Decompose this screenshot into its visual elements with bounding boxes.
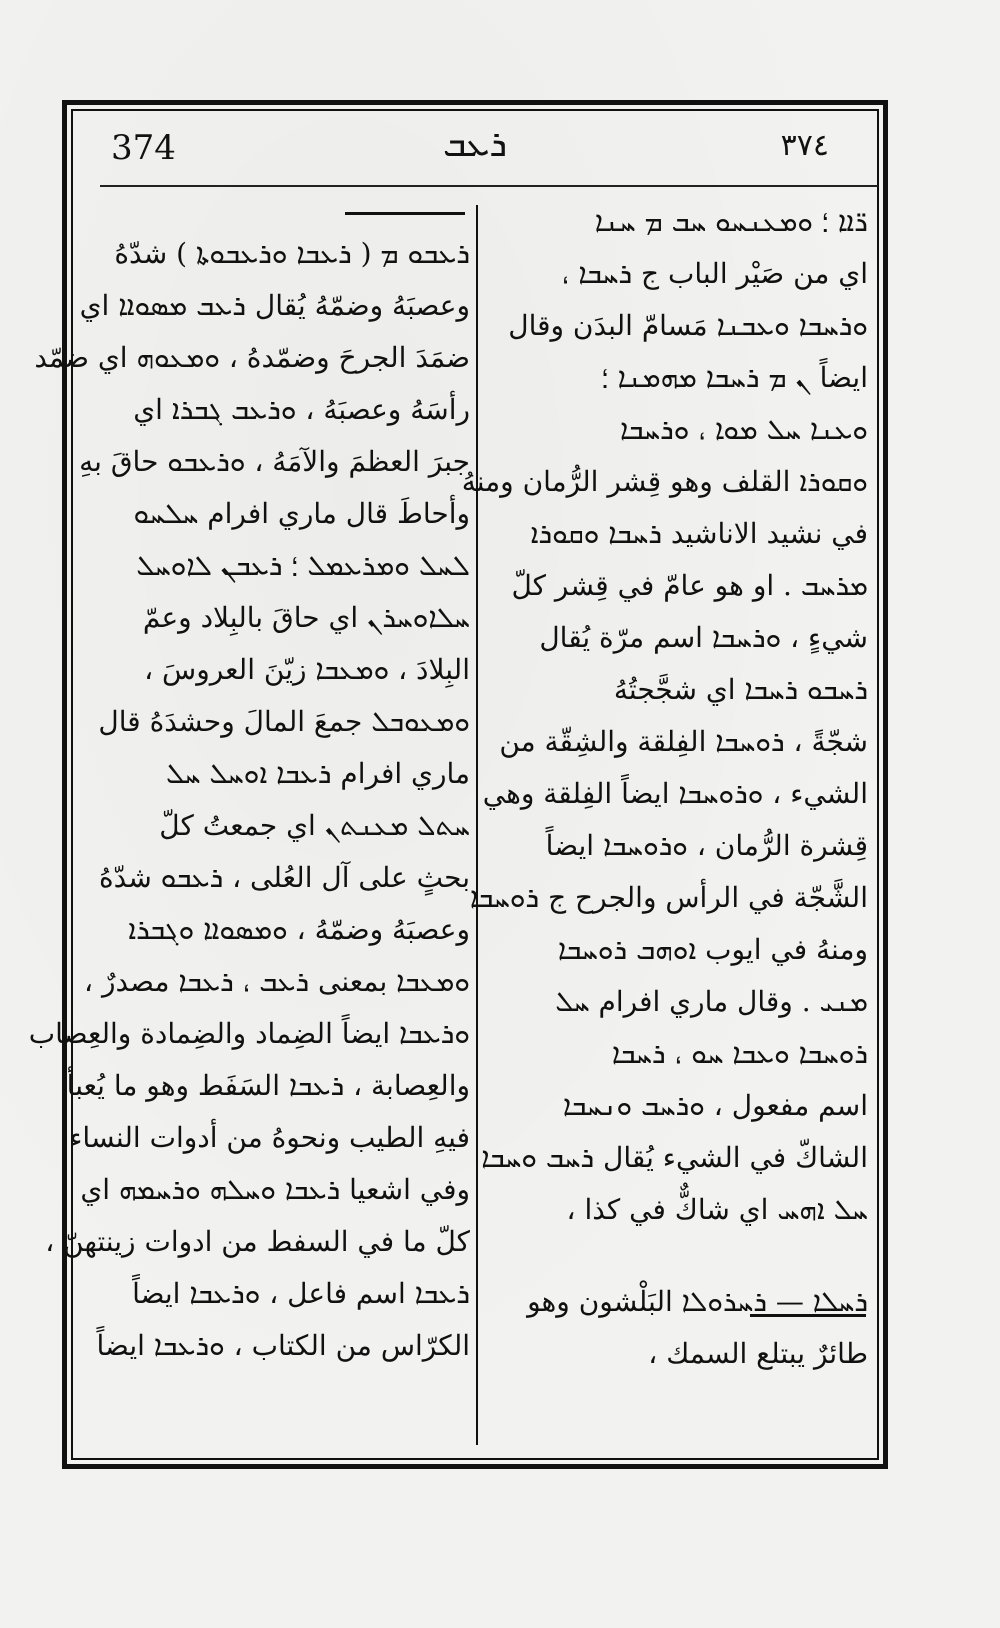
text-line: ܪ̈ܐܐ ؛ ܘܡܥܢܚܘ ܚܒ ܡ ܚܢܐ	[594, 205, 868, 238]
entry-separator-rule	[345, 212, 465, 215]
text-line: ܚܠܐܘܚܪܢ اي حاقَ بالبِلاد وعمّ	[142, 601, 470, 634]
text-line: ܘܡܥܘܒܠ جمعَ المالَ وحشدَهُ قال	[98, 705, 470, 738]
left-column	[28, 228, 470, 1372]
text-line: بحثٍ على آل العُلى ، ܪܥܒܘ شدّهُ	[98, 861, 470, 894]
text-line: ܡܪܚܒ . او هو عامّ في قِشر كلّ	[511, 569, 868, 602]
text-line: الشاكّ في الشيء يُقال ܪܚܒ ܘܚܒܐ	[481, 1141, 868, 1174]
text-line: ومنهُ في ايوب ܐܘܗܒ ܪܘܚܒܐ	[557, 933, 868, 966]
right-column	[461, 196, 868, 1380]
text-line: البِلادَ ، ܘܡܥܒܐ زيّنَ العروسَ ،	[144, 653, 470, 686]
text-line: ܘܡܥܒܐ بمعنى ܪܥܒ ، ܪܥܒܐ مصدرٌ ،	[84, 965, 470, 998]
text-line: ܪܚܒܘ ܪܚܒܐ اي شجَّجتُهُ	[613, 673, 868, 706]
text-line: ايضاً ܢ ܡ ܪܚܒܐ ܡܗܡܢܐ ؛	[601, 361, 868, 394]
text-line: ܘܩܘܪܐ القلف وهو قِشر الرُّمان ومنهُ	[461, 465, 868, 498]
page-header	[71, 118, 879, 188]
text-line: ܠܚܠ ܘܡܪܥܡܠ ؛ ܪܥܒܢ ܠܐܘܚܠ	[136, 549, 470, 582]
text-line: ܚܬܠ ܡܥܢܬܢ اي جمعتُ كلّ	[159, 809, 470, 842]
text-line: ܘܪܥܒܐ ايضاً الضِماد والضِمادة والعِصاب	[28, 1017, 470, 1050]
text-line: شيءٍ ، ܘܪܚܒܐ اسم مرّة يُقال	[539, 621, 868, 654]
text-line: وعصبَهُ وضمّهُ ، ܘܡܣܘܐܐ ܘܓܒܪܐ	[128, 913, 470, 946]
text-line: ܘܪܚܒܐ ܘܥܒܢܐ مَسامّ البدَن وقال	[508, 309, 868, 342]
entry-headword-line: ܪܚܠܐ — ܪܚܪܘܠܐ البَلْشون وهو	[527, 1285, 868, 1318]
text-line: شجّةً ، ܪܘܚܒܐ الفِلقة والشِقّة من	[499, 725, 868, 758]
text-line: طائرٌ يبتلع السمك ،	[648, 1337, 868, 1370]
text-line: اسم مفعول ، ܘܪܚܒ ܘܢܚܒܐ	[562, 1089, 868, 1122]
text-line: قِشرة الرُّمان ، ܘܪܘܚܒܐ ايضاً	[545, 829, 868, 862]
text-line: ضمَدَ الجرحَ وضمّدهُ ، ܘܡܥܘܗ اي ضمّد	[34, 341, 470, 374]
text-line: جبرَ العظمَ والآمَهُ ، ܘܪܥܒܘ حاقَ بهِ	[79, 445, 470, 478]
text-line: كلّ ما في السفط من ادوات زينتهنّ ،	[45, 1225, 470, 1258]
running-head: ܪܥܒ	[442, 124, 508, 165]
text-line: ܪܥܒܐ اسم فاعل ، ܘܪܥܒܐ ايضاً	[132, 1277, 470, 1310]
text-line: ܪܘܚܒܐ ܘܥܒܐ ܚܘ ، ܪܚܒܐ	[611, 1037, 868, 1070]
entry-headword-line: ܪܥܒܘ ܡ ( ܪܥܒܐ ܘܪܥܒܘܬܐ ) شدّهُ	[114, 237, 470, 270]
text-line: في نشيد الاناشيد ܪܚܒܐ ܘܩܘܪܐ	[530, 517, 868, 550]
text-line: رأسَهُ وعصبَهُ ، ܘܪܥܒ ܓܒܪܐ اي	[133, 393, 470, 426]
page-number-latin: 374	[111, 128, 176, 168]
text-line: الشَّجّة في الرأس والجرح ج ܪܘܚܒܐ	[469, 881, 868, 914]
text-line: ܡܢܝ . وقال ماري افرام ܚܠ	[555, 985, 868, 1018]
text-line: ماري افرام ܪܥܒܐ ܐܘܚܠ ܚܠ	[166, 757, 470, 790]
text-line: اي من صَيْر الباب ج ܪܚܒܐ ،	[561, 257, 868, 290]
column-divider	[476, 205, 478, 1445]
text-line: الشيء ، ܘܪܘܚܒܐ ايضاً الفِلقة وهي	[482, 777, 868, 810]
text-line: وعصبَهُ وضمّهُ يُقال ܪܥܒ ܡܣܘܐܐ اي	[79, 289, 470, 322]
text-line: وفي اشعيا ܪܥܒܐ ܘܚܠܗ ܘܪܚܡܗ اي	[80, 1173, 470, 1206]
text-line: فيهِ الطيب ونحوهُ من أدوات النساء	[69, 1121, 470, 1154]
page-number-arabic: ٣٧٤	[780, 128, 829, 163]
text-line: الكرّاس من الكتاب ، ܘܪܥܒܐ ايضاً	[96, 1329, 470, 1362]
text-line: وأحاطَ قال ماري افرام ܚܠܚܘ	[133, 497, 470, 530]
header-rule	[100, 185, 878, 187]
text-line: والعِصابة ، ܪܥܒܐ السَفَط وهو ما يُعبأ	[66, 1069, 470, 1102]
text-line: ܘܥܢܐ ܚܠ ܡܘܐ ، ܘܪܚܒܐ	[619, 413, 868, 446]
text-line: ܚܠ ܐܗܚ اي شاكٌّ في كذا ،	[566, 1193, 868, 1226]
